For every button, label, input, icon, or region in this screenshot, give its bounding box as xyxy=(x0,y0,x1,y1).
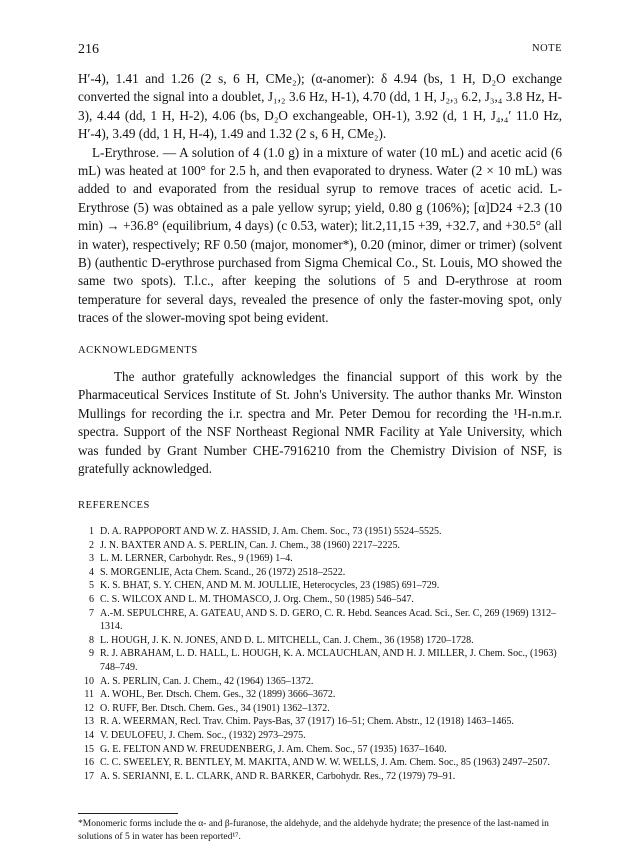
reference-number: 11 xyxy=(84,689,94,701)
reference-item xyxy=(78,525,562,539)
reference-number: 16 xyxy=(84,757,94,769)
reference-item xyxy=(78,593,562,607)
reference-item xyxy=(78,770,562,784)
reference-item xyxy=(78,566,562,580)
reference-item xyxy=(78,539,562,553)
reference-number: 15 xyxy=(84,743,94,755)
reference-text: A. S. SERIANNI, E. L. CLARK, AND R. BARKER, Carbohydr. Res., 72 (1979) 79–91. xyxy=(100,770,456,782)
acknowledgments-heading: ACKNOWLEDGMENTS xyxy=(78,345,198,356)
reference-item xyxy=(78,743,562,757)
reference-number: 14 xyxy=(84,729,94,741)
reference-text: D. A. RAPPOPORT AND W. Z. HASSID, J. Am. Chem. Soc., 73 (1951) 5524–5525. xyxy=(100,526,442,537)
reference-number: 2 xyxy=(89,539,94,551)
reference-text: A.-M. SEPULCHRE, A. GATEAU, AND S. D. GERO, C. R. Hebd. Seances Acad. Sci., Ser. C, 269 (1969) 1312–1314. xyxy=(100,607,557,633)
reference-number: 10 xyxy=(84,675,94,687)
reference-text: R. J. ABRAHAM, L. D. HALL, L. HOUGH, K. A. MCLAUCHLAN, AND H. J. MILLER, J. Chem. Soc., (1963) 748–749. xyxy=(100,648,557,673)
reference-number: 9 xyxy=(89,648,94,660)
reference-text: R. A. WEERMAN, Recl. Trav. Chim. Pays-Bas, 37 (1917) 16–51; Chem. Abstr., 12 (1918) 1463–1465. xyxy=(100,716,514,728)
reference-item xyxy=(78,715,562,729)
reference-item xyxy=(78,675,562,689)
reference-item xyxy=(78,579,562,593)
paragraph-nmr-data: H′-4), 1.41 and 1.26 (2 s, 6 H, CMe₂); (α-anomer): δ 4.94 (bs, 1 H, D₂O exchange converted the signal into a doublet, J₁,₂ 3.6 Hz, H-1), 4.70 (dd, 1 H, J₂,₃ 6.2, J₃,₄ 3.8 Hz, H-3), 4.44 (dd, 1 H, H-2), 4.06 (bs, D₂O exchangeable, OH-1), 3.92 (d, 1 H, J₄,₄′ 11.0 Hz, H′-4), 3.49 (dd, 1 H, H-4), 1.49 and 1.32 (2 s, 6 H, CMe₂). xyxy=(78,71,562,142)
main-text xyxy=(78,70,562,328)
reference-text: G. E. FELTON AND W. FREUDENBERG, J. Am. Chem. Soc., 57 (1935) 1637–1640. xyxy=(100,743,447,755)
acknowledgments-section xyxy=(78,368,562,478)
reference-text: L. M. LERNER, Carbohydr. Res., 9 (1969) 1–4. xyxy=(100,553,293,565)
references-heading: REFERENCES xyxy=(78,500,150,511)
reference-item xyxy=(78,647,562,674)
reference-number: 1 xyxy=(89,526,94,537)
reference-item xyxy=(78,634,562,648)
reference-text: C. S. WILCOX AND L. M. THOMASCO, J. Org. Chem., 50 (1985) 546–547. xyxy=(100,593,414,605)
reference-number: 3 xyxy=(89,553,94,565)
footnote: *Monomeric forms include the α- and β-furanose, the aldehyde, and the aldehyde hydrate; the presence of the last-named in solutions of 5 in water has been reported¹⁷. xyxy=(78,819,549,842)
reference-item xyxy=(78,552,562,566)
reference-text: J. N. BAXTER AND A. S. PERLIN, Can. J. Chem., 38 (1960) 2217–2225. xyxy=(100,539,401,551)
paragraph-l-erythrose: L-Erythrose. — A solution of 4 (1.0 g) in a mixture of water (10 mL) and acetic acid (6 mL) was heated at 100° for 2.5 h, and then evaporated to dryness. Water (2 × 10 mL) was added to and evaporated from the residual syrup to remove traces of acetic acid. L-Erythrose (5) was obtained as a pale yellow syrup; yield, 0.80 g (106%); [α]D24 +2.3 (10 min) → +36.8° (equilibrium, 4 days) (c 0.53, water); lit.2,11,15 +39, +32.7, and +30.5° (all in water), respectively; RF 0.50 (major, monomer*), 0.20 (minor, dimer or trimer) (solvent B) (authentic D-erythrose purchased from Sigma Chemical Co., St. Louis, MO showed the same two spots). T.l.c., after keeping the solutions of 5 and D-erythrose at room temperature for several days, revealed the presence of only the faster-moving spot, only traces of the slower-moving spot being evident. xyxy=(78,144,562,326)
reference-number: 6 xyxy=(89,593,94,605)
reference-number: 17 xyxy=(84,770,94,782)
reference-text: A. WOHL, Ber. Dtsch. Chem. Ges., 32 (1899) 3666–3672. xyxy=(100,689,336,701)
reference-text: A. S. PERLIN, Can. J. Chem., 42 (1964) 1365–1372. xyxy=(100,675,314,687)
footnote-divider xyxy=(78,813,178,814)
acknowledgments-text: The author gratefully acknowledges the financial support of this work by the Pharmaceutical Services Institute of St. John's University. The author thanks Mr. Winston Mullings for recording the i.r. spectra and Mr. Peter Demou for recording the ¹H-n.m.r. spectra. Support of the NSF Northeast Regional NMR Facility at Yale University, which was funded by Grant Number CHE-7916210 from the Chemistry Division of NSF, is gratefully acknowledged. xyxy=(78,369,562,477)
reference-item xyxy=(78,702,562,716)
running-head: NOTE xyxy=(532,43,562,54)
page-header xyxy=(78,42,562,60)
reference-item xyxy=(78,756,562,770)
page-number: 216 xyxy=(78,42,99,57)
reference-text: K. S. BHAT, S. Y. CHEN, AND M. M. JOULLIE, Heterocycles, 23 (1985) 691–729. xyxy=(100,580,440,592)
reference-item xyxy=(78,729,562,743)
reference-item xyxy=(78,607,562,634)
reference-number: 7 xyxy=(89,607,94,619)
reference-text: O. RUFF, Ber. Dtsch. Chem. Ges., 34 (1901) 1362–1372. xyxy=(100,702,330,714)
reference-item xyxy=(78,688,562,702)
reference-number: 4 xyxy=(89,566,94,578)
reference-number: 13 xyxy=(84,716,94,728)
reference-number: 8 xyxy=(89,634,94,646)
reference-text: S. MORGENLIE, Acta Chem. Scand., 26 (1972) 2518–2522. xyxy=(100,566,346,578)
reference-number: 12 xyxy=(84,702,94,714)
reference-text: V. DEULOFEU, J. Chem. Soc., (1932) 2973–2975. xyxy=(100,729,306,741)
reference-list xyxy=(78,525,562,783)
reference-text: L. HOUGH, J. K. N. JONES, AND D. L. MITCHELL, Can. J. Chem., 36 (1958) 1720–1728. xyxy=(100,634,474,646)
reference-text: C. C. SWEELEY, R. BENTLEY, M. MAKITA, AND W. W. WELLS, J. Am. Chem. Soc., 85 (1963) 2497–2507. xyxy=(100,757,551,769)
reference-number: 5 xyxy=(89,580,94,592)
